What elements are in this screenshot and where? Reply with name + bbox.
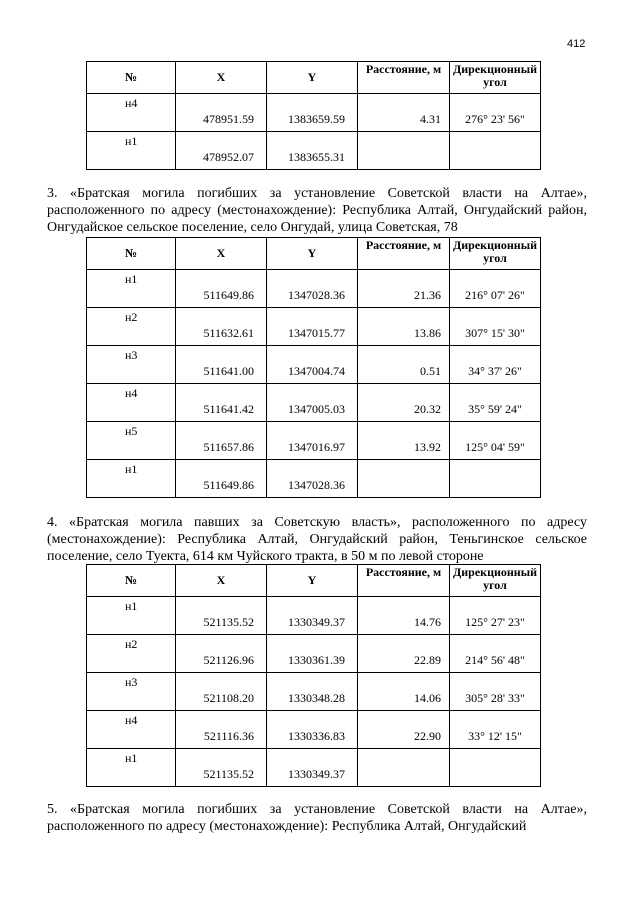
x-cell <box>176 460 267 498</box>
x-cell-value: 478952.07 <box>203 150 254 164</box>
angle-cell <box>450 460 541 498</box>
distance-cell-value: 13.86 <box>414 326 441 340</box>
y-cell <box>267 711 358 749</box>
x-cell <box>176 711 267 749</box>
distance-cell <box>358 384 450 422</box>
header-x: X <box>176 62 267 94</box>
y-cell <box>267 749 358 787</box>
distance-cell-value: 21.36 <box>414 288 441 302</box>
point-cell <box>87 749 176 787</box>
y-cell <box>267 308 358 346</box>
table-row <box>87 346 541 384</box>
section-5-text: 5. «Братская могила погибших за установление Советской власти на Алтае», расположенного по адресу (местонахождение): Республика Алтай, Онгудайский <box>47 802 587 834</box>
page-number: 412 <box>567 38 586 50</box>
x-cell <box>176 597 267 635</box>
y-cell <box>267 460 358 498</box>
coords-table-4 <box>86 564 541 787</box>
table-row <box>87 460 541 498</box>
header-num: № <box>87 565 176 597</box>
point-cell <box>87 132 176 170</box>
angle-cell <box>450 270 541 308</box>
point-cell-value: н2 <box>125 637 138 651</box>
y-cell-value: 1347028.36 <box>288 288 345 302</box>
point-cell-value: н1 <box>125 599 138 613</box>
distance-cell-value: 0.51 <box>420 364 441 378</box>
distance-cell <box>358 597 450 635</box>
point-cell <box>87 673 176 711</box>
angle-cell-value: 214° 56' 48" <box>465 653 525 667</box>
point-cell <box>87 384 176 422</box>
angle-cell-value: 276° 23' 56" <box>465 112 525 126</box>
x-cell-value: 521108.20 <box>203 691 254 705</box>
distance-cell <box>358 711 450 749</box>
angle-cell <box>450 635 541 673</box>
table-row <box>87 635 541 673</box>
y-cell-value: 1347004.74 <box>288 364 345 378</box>
header-distance: Расстояние, м <box>358 565 450 597</box>
distance-cell <box>358 308 450 346</box>
point-cell <box>87 635 176 673</box>
x-cell <box>176 270 267 308</box>
point-cell-value: н3 <box>125 675 138 689</box>
table-row <box>87 749 541 787</box>
x-cell-value: 511641.00 <box>203 364 254 378</box>
y-cell <box>267 270 358 308</box>
y-cell-value: 1330349.37 <box>288 615 345 629</box>
coords-table-3 <box>86 237 541 498</box>
distance-cell-value: 22.89 <box>414 653 441 667</box>
header-angle: Дирекционный угол <box>450 565 541 597</box>
point-cell-value: н4 <box>125 96 138 110</box>
distance-cell-value: 13.92 <box>414 440 441 454</box>
y-cell <box>267 94 358 132</box>
x-cell-value: 511641.42 <box>203 402 254 416</box>
section-5 <box>47 801 587 835</box>
distance-cell <box>358 422 450 460</box>
section-3-text: 3. «Братская могила погибших за установление Советской власти на Алтае», расположенного по адресу (местонахождение): Республика Алтай, Онгудайский район, Онгудайское сельское поселение, село Онгудай, улица Советская, 78 <box>47 186 587 235</box>
distance-cell-value: 14.06 <box>414 691 441 705</box>
table-row <box>87 384 541 422</box>
angle-cell-value: 35° 59' 24" <box>468 402 522 416</box>
point-cell <box>87 346 176 384</box>
header-num: № <box>87 62 176 94</box>
angle-cell <box>450 384 541 422</box>
distance-cell <box>358 635 450 673</box>
angle-cell <box>450 308 541 346</box>
y-cell-value: 1330361.39 <box>288 653 345 667</box>
distance-cell <box>358 460 450 498</box>
y-cell <box>267 597 358 635</box>
x-cell-value: 521116.36 <box>203 729 254 743</box>
header-distance: Расстояние, м <box>358 238 450 270</box>
y-cell <box>267 384 358 422</box>
x-cell <box>176 94 267 132</box>
point-cell-value: н3 <box>125 348 138 362</box>
x-cell-value: 478951.59 <box>203 112 254 126</box>
table-row <box>87 94 541 132</box>
distance-cell <box>358 673 450 711</box>
header-angle: Дирекционный угол <box>450 238 541 270</box>
x-cell <box>176 384 267 422</box>
distance-cell-value: 4.31 <box>420 112 441 126</box>
angle-cell <box>450 94 541 132</box>
distance-cell-value: 20.32 <box>414 402 441 416</box>
angle-cell <box>450 673 541 711</box>
angle-cell <box>450 346 541 384</box>
y-cell-value: 1330336.83 <box>288 729 345 743</box>
header-y: Y <box>267 62 358 94</box>
angle-cell-value: 305° 28' 33" <box>465 691 525 705</box>
y-cell-value: 1347028.36 <box>288 478 345 492</box>
section-4 <box>47 514 587 565</box>
table-row <box>87 270 541 308</box>
x-cell-value: 521135.52 <box>203 767 254 781</box>
x-cell <box>176 635 267 673</box>
y-cell <box>267 673 358 711</box>
table-row <box>87 597 541 635</box>
point-cell <box>87 711 176 749</box>
table-row <box>87 132 541 170</box>
y-cell <box>267 635 358 673</box>
distance-cell-value: 14.76 <box>414 615 441 629</box>
point-cell <box>87 270 176 308</box>
x-cell <box>176 422 267 460</box>
x-cell-value: 511657.86 <box>203 440 254 454</box>
y-cell-value: 1330349.37 <box>288 767 345 781</box>
angle-cell <box>450 132 541 170</box>
point-cell <box>87 460 176 498</box>
y-cell-value: 1330348.28 <box>288 691 345 705</box>
table-row <box>87 673 541 711</box>
x-cell <box>176 749 267 787</box>
table-row <box>87 711 541 749</box>
x-cell <box>176 673 267 711</box>
y-cell-value: 1347005.03 <box>288 402 345 416</box>
y-cell-value: 1383655.31 <box>288 150 345 164</box>
y-cell-value: 1347015.77 <box>288 326 345 340</box>
x-cell <box>176 132 267 170</box>
x-cell-value: 521126.96 <box>203 653 254 667</box>
angle-cell-value: 125° 27' 23" <box>465 615 525 629</box>
section-4-text: 4. «Братская могила павших за Советскую власть», расположенного по адресу (местонахождение): Республика Алтай, Онгудайский район, Теньгинское сельское поселение, село Туекта, 614 км Чуйского тракта, в 50 м по левой стороне <box>47 515 587 564</box>
header-y: Y <box>267 238 358 270</box>
y-cell <box>267 132 358 170</box>
y-cell <box>267 422 358 460</box>
distance-cell <box>358 749 450 787</box>
x-cell-value: 511632.61 <box>203 326 254 340</box>
table-row <box>87 422 541 460</box>
x-cell <box>176 308 267 346</box>
angle-cell <box>450 749 541 787</box>
header-angle: Дирекционный угол <box>450 62 541 94</box>
point-cell-value: н5 <box>125 424 138 438</box>
point-cell-value: н1 <box>125 462 138 476</box>
x-cell-value: 521135.52 <box>203 615 254 629</box>
y-cell-value: 1383659.59 <box>288 112 345 126</box>
angle-cell-value: 34° 37' 26" <box>468 364 522 378</box>
distance-cell <box>358 346 450 384</box>
table-row <box>87 308 541 346</box>
angle-cell-value: 33° 12' 15" <box>468 729 522 743</box>
angle-cell <box>450 422 541 460</box>
point-cell <box>87 422 176 460</box>
header-distance: Расстояние, м <box>358 62 450 94</box>
y-cell <box>267 346 358 384</box>
y-cell-value: 1347016.97 <box>288 440 345 454</box>
x-cell-value: 511649.86 <box>203 288 254 302</box>
angle-cell-value: 216° 07' 26" <box>465 288 525 302</box>
point-cell-value: н4 <box>125 713 138 727</box>
section-3 <box>47 185 587 236</box>
x-cell-value: 511649.86 <box>203 478 254 492</box>
point-cell-value: н1 <box>125 751 138 765</box>
angle-cell <box>450 597 541 635</box>
point-cell <box>87 308 176 346</box>
point-cell-value: н1 <box>125 134 138 148</box>
distance-cell <box>358 132 450 170</box>
distance-cell-value: 22.90 <box>414 729 441 743</box>
point-cell-value: н2 <box>125 310 138 324</box>
point-cell-value: н1 <box>125 272 138 286</box>
header-y: Y <box>267 565 358 597</box>
coords-table-1 <box>86 61 541 170</box>
header-num: № <box>87 238 176 270</box>
angle-cell <box>450 711 541 749</box>
angle-cell-value: 125° 04' 59" <box>465 440 525 454</box>
point-cell <box>87 597 176 635</box>
header-x: X <box>176 565 267 597</box>
x-cell <box>176 346 267 384</box>
distance-cell <box>358 270 450 308</box>
angle-cell-value: 307° 15' 30" <box>465 326 525 340</box>
point-cell-value: н4 <box>125 386 138 400</box>
header-x: X <box>176 238 267 270</box>
distance-cell <box>358 94 450 132</box>
point-cell <box>87 94 176 132</box>
